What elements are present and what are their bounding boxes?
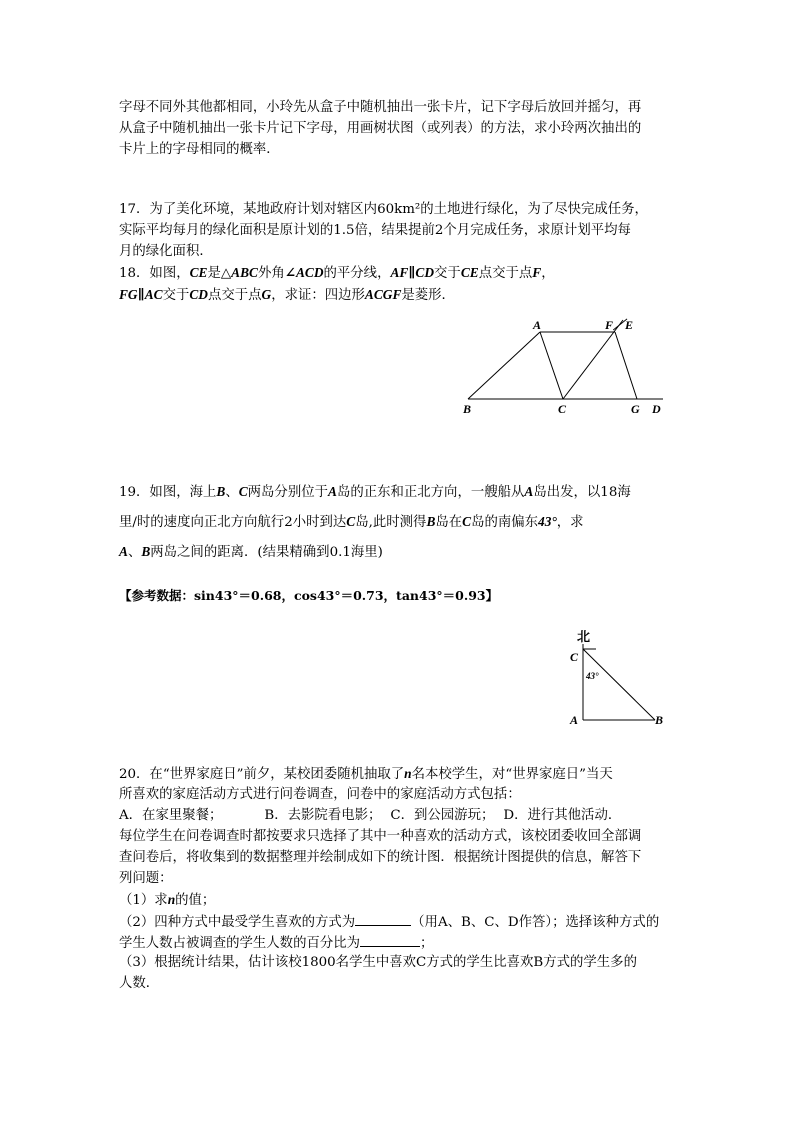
math-b: B — [141, 544, 151, 559]
math-f: F — [532, 265, 542, 280]
label-f-e: F／E — [605, 318, 634, 332]
line-cb — [583, 649, 655, 720]
label-g: G — [631, 402, 640, 416]
math-b: B — [216, 484, 226, 499]
q20-text: 的值； — [175, 893, 216, 908]
answer-blank-2[interactable] — [360, 932, 420, 947]
q19-text: 岛的南偏东 — [471, 515, 539, 530]
q17-line-2: 实际平均每月的绿化面积是原计划的1.5倍，结果提前2个月完成任务，求原计划平均每 — [119, 223, 631, 238]
option-c: C．到公园游玩； — [390, 808, 495, 823]
q20-part-3-line-2: 人数． — [119, 976, 160, 991]
label-a: A — [570, 713, 579, 727]
q19-line-3 — [119, 542, 383, 563]
option-a: A．在家里聚餐； — [119, 808, 223, 823]
q18-text: 18．如图， — [119, 266, 190, 281]
q19-text: 里/时的速度向正北方向航行2小时到达 — [119, 515, 347, 530]
q18-text: 外角 — [257, 266, 285, 281]
q18-text: 交于 — [434, 266, 461, 281]
math-a: A — [328, 484, 337, 499]
q20-part-2-line-1 — [119, 911, 659, 933]
q20-text: ； — [420, 936, 434, 951]
q19-text: ，求 — [556, 515, 584, 530]
q20-text: 20．在“世界家庭日”前夕，某校团委随机抽取了 — [119, 767, 405, 782]
q19-text: 19．如图，海上 — [119, 485, 217, 500]
q20-part-3-line-1: （3）根据统计结果，估计该校1800名学生中喜欢C方式的学生比喜欢B方式的学生多的 — [119, 955, 637, 970]
math-a: A — [119, 544, 128, 559]
q18-text: ， — [541, 266, 555, 281]
math-cd: CD — [189, 287, 208, 302]
q19-text: 岛的正东和正北方向，一艘船从 — [336, 485, 525, 500]
label-c: C — [570, 650, 579, 664]
math-angle-acd: ∠ACD — [284, 265, 324, 280]
q18-text: 的平分线， — [323, 266, 391, 281]
line-ba — [468, 332, 540, 399]
math-b: B — [426, 514, 436, 529]
q20-part-1 — [119, 890, 215, 911]
math-n: n — [404, 766, 412, 781]
q19-text: 两岛之间的距离．(结果精确到0.1海里) — [150, 545, 383, 560]
q19-line-2 — [119, 512, 584, 533]
q20-line-2: 所喜欢的家庭活动方式进行问卷调查，问卷中的家庭活动方式包括： — [119, 787, 521, 802]
q17-line-1: 17．为了美化环境，某地政府计划对辖区内60km²的土地进行绿化，为了尽快完成任务， — [119, 202, 648, 217]
label-d: D — [652, 402, 661, 416]
math-ce: CE — [460, 265, 479, 280]
q18-text: 交于 — [162, 288, 190, 303]
label-b: B — [655, 713, 664, 727]
q18-line-1 — [119, 263, 555, 284]
math-c: C — [238, 484, 248, 499]
math-fg-parallel-ac: FG∥AC — [119, 287, 163, 302]
math-c: C — [346, 514, 356, 529]
island-figure — [560, 625, 675, 735]
math-43-degrees: 43° — [538, 514, 557, 529]
q16-line-2: 从盒子中随机抽出一张卡片记下字母，用画树状图（或列表）的方法，求小玲两次抽出的 — [119, 121, 642, 136]
q18-text: 点交于点 — [478, 266, 533, 281]
q20-text: （1）求 — [119, 893, 168, 908]
q17-line-3: 月的绿化面积． — [119, 244, 213, 259]
q19-text: 、 — [225, 485, 239, 500]
angle-label: 43° — [586, 671, 599, 681]
label-b: B — [463, 402, 472, 416]
math-ce: CE — [189, 265, 208, 280]
label-a: A — [533, 318, 542, 332]
math-a: A — [524, 484, 534, 499]
label-c: C — [558, 402, 567, 416]
q19-text: 岛,此时测得 — [355, 515, 427, 530]
q20-text: 学生人数占被调查的学生人数的百分比为 — [119, 936, 361, 951]
q20-line-6: 列问题： — [119, 871, 173, 886]
q19-line-1 — [119, 482, 631, 503]
q18-text: ，求证：四边形 — [271, 288, 365, 303]
math-triangle-abc: △ABC — [220, 265, 258, 280]
math-af-parallel-cd: AF∥CD — [390, 265, 435, 280]
q18-line-2 — [119, 285, 455, 306]
q20-part-2-line-2 — [119, 932, 433, 954]
line-ac — [540, 332, 563, 399]
reference-data: 【参考数据：sin43°＝0.68，cos43°＝0.73，tan43°＝0.93】 — [119, 588, 499, 603]
math-n: n — [167, 892, 176, 907]
math-acgf: ACGF — [364, 287, 402, 302]
north-label: 北 — [577, 629, 591, 644]
q20-line-5: 查问卷后，将收集到的数据整理并绘制成如下的统计图．根据统计图提供的信息，解答下 — [119, 850, 642, 865]
q18-text: 点交于点 — [207, 288, 262, 303]
q20-line-1 — [119, 764, 613, 785]
q19-text: 两岛分别位于 — [247, 485, 328, 500]
math-c: C — [462, 514, 472, 529]
q19-text: 岛出发，以18海 — [533, 485, 631, 500]
q20-options — [119, 806, 621, 826]
q18-text: 是 — [207, 266, 221, 281]
q16-line-1: 字母不同外其他都相同，小玲先从盒子中随机抽出一张卡片，记下字母后放回并摇匀，再 — [119, 100, 642, 115]
q19-text: 、 — [127, 545, 142, 560]
q16-line-3: 卡片上的字母相同的概率． — [119, 142, 280, 157]
math-g: G — [261, 287, 272, 302]
option-d: D．进行其他活动． — [503, 808, 622, 823]
q18-text: 是菱形． — [401, 288, 455, 303]
q20-text: （2）四种方式中最受学生喜欢的方式为 — [119, 915, 356, 930]
q20-text: 名本校学生，对“世界家庭日”当天 — [411, 767, 613, 782]
rhombus-figure — [455, 312, 670, 422]
option-b: B．去影院看电影； — [264, 808, 382, 823]
q20-line-4: 每位学生在问卷调查时都按要求只选择了其中一种喜欢的活动方式，该校团委收回全部调 — [119, 829, 642, 844]
line-fg — [615, 332, 637, 399]
answer-blank-1[interactable] — [355, 911, 411, 926]
q20-text: （用A、B、C、D作答）；选择该种方式的 — [411, 915, 660, 930]
q19-text: 岛在 — [435, 515, 463, 530]
